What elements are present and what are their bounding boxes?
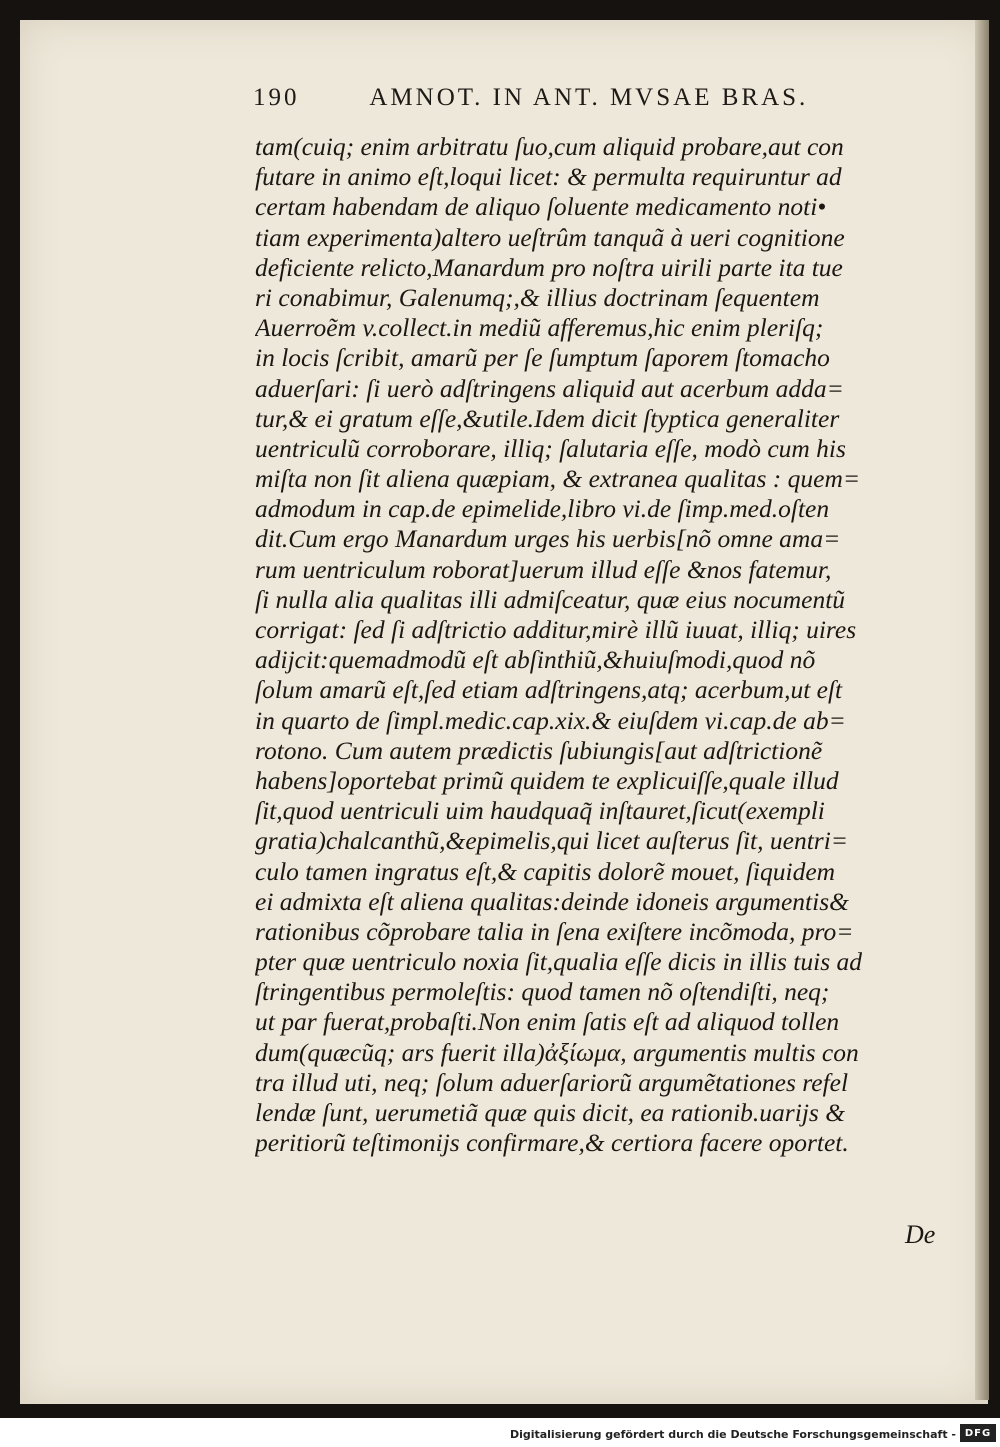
text-line: dum(quæcũq; ars fuerit illa)ἀξίωμα, argumentis multis con: [255, 1037, 859, 1067]
text-line: ri conabimur, Galenumq;,& illius doctrinam ſequentem: [255, 282, 820, 312]
text-line: rotono. Cum autem prædictis ſubiungis[aut adſtrictionẽ: [255, 735, 823, 765]
text-line: tam(cuiq; enim arbitratu ſuo,cum aliquid probare,aut con: [255, 132, 844, 161]
text-line: ſi nulla alia qualitas illi admiſceatur, quæ eius nocumentũ: [255, 584, 846, 614]
text-line: lendæ ſunt, uerumetiã quæ quis dicit, ea rationib.uarijs &: [255, 1098, 846, 1127]
text-line: miſta non ſit aliena quæpiam, & extranea qualitas : quem=: [255, 464, 861, 494]
text-line: ſolum amarũ eſt,ſed etiam adſtringens,atq; acerbum,ut eſt: [255, 675, 843, 705]
running-title: AMNOT. IN ANT. MVSAE BRAS.: [369, 84, 809, 111]
text-line: certam habendam de aliquo ſoluente medicamento noti•: [255, 192, 827, 222]
running-header: [253, 84, 953, 112]
text-line: aduerſari: ſi uerò adſtringens aliquid aut acerbum adda=: [255, 373, 844, 403]
text-line: ut par fuerat,probaſti.Non enim ſatis eſt ad aliquod tollen: [255, 1007, 840, 1037]
text-line: pter quæ uentriculo noxia ſit,qualia eſſe dicis in illis tuis ad: [255, 947, 863, 977]
text-line: Auerroẽm v.collect.in mediũ afferemus,hic enim pleriſq;: [255, 313, 824, 343]
body-text: [255, 132, 955, 1158]
text-line: tra illud uti, neq; ſolum aduerſariorũ argumẽtationes refel: [255, 1067, 849, 1097]
text-line: admodum in cap.de epimelide,libro vi.de ſimp.med.oſten: [255, 494, 830, 524]
text-line: habens]oportebat primũ quidem te explicuiſſe,quale illud: [255, 765, 839, 795]
text-line: ſtringentibus permoleſtis: quod tamen nõ oſtendiſti, neq;: [255, 977, 830, 1007]
text-line: gratia)chalcanthũ,&epimelis,qui licet auſterus ſit, uentri=: [255, 826, 849, 856]
catchword: De: [905, 1220, 936, 1249]
dfg-logo: DFG: [960, 1424, 996, 1442]
text-line: corrigat: ſed ſi adſtrictio additur,mirè illũ iuuat, illiq; uires: [255, 615, 857, 644]
text-line: rationibus cõprobare talia in ſena exiſtere incõmoda, pro=: [255, 916, 854, 946]
text-line: in quarto de ſimpl.medic.cap.xix.& eiuſdem vi.cap.de ab=: [255, 705, 846, 735]
page-number: 190: [253, 84, 300, 111]
text-line: adijcit:quemadmodũ eſt abſinthiũ,&huiuſmodi,quod nõ: [255, 645, 816, 675]
text-line: ſit,quod uentriculi uim haudquaq̃ inſtauret,ſicut(exempli: [255, 796, 825, 826]
text-line: in locis ſcribit, amarũ per ſe ſumptum ſaporem ſtomacho: [255, 343, 830, 373]
text-line: ei admixta eſt aliena qualitas:deinde idoneis argumentis&: [255, 886, 849, 916]
text-line: rum uentriculum roborat]uerum illud eſſe &nos fatemur,: [255, 554, 832, 584]
text-line: peritiorũ teſtimonijs confirmare,& certiora facere oportet.: [255, 1128, 849, 1158]
page-edge: [975, 20, 989, 1400]
text-line: deficiente relicto,Manardum pro noſtra uirili parte ita tue: [255, 252, 843, 282]
text-line: dit.Cum ergo Manardum urges his uerbis[nõ omne ama=: [255, 524, 841, 554]
text-line: futare in animo eſt,loqui licet: & permulta requiruntur ad: [255, 162, 842, 192]
text-line: tiam experimenta)altero ueſtrûm tanquã à ueri cognitione: [255, 222, 845, 252]
text-line: culo tamen ingratus eſt,& capitis dolorẽ mouet, ſiquidem: [255, 856, 836, 886]
text-line: tur,& ei gratum eſſe,&utile.Idem dicit ſtyptica generaliter: [255, 403, 840, 433]
funding-credit: Digitalisierung gefördert durch die Deutsche Forschungsgemeinschaft -: [509, 1428, 956, 1441]
text-line: uentriculũ corroborare, illiq; ſalutaria eſſe, modò cum his: [255, 433, 846, 463]
